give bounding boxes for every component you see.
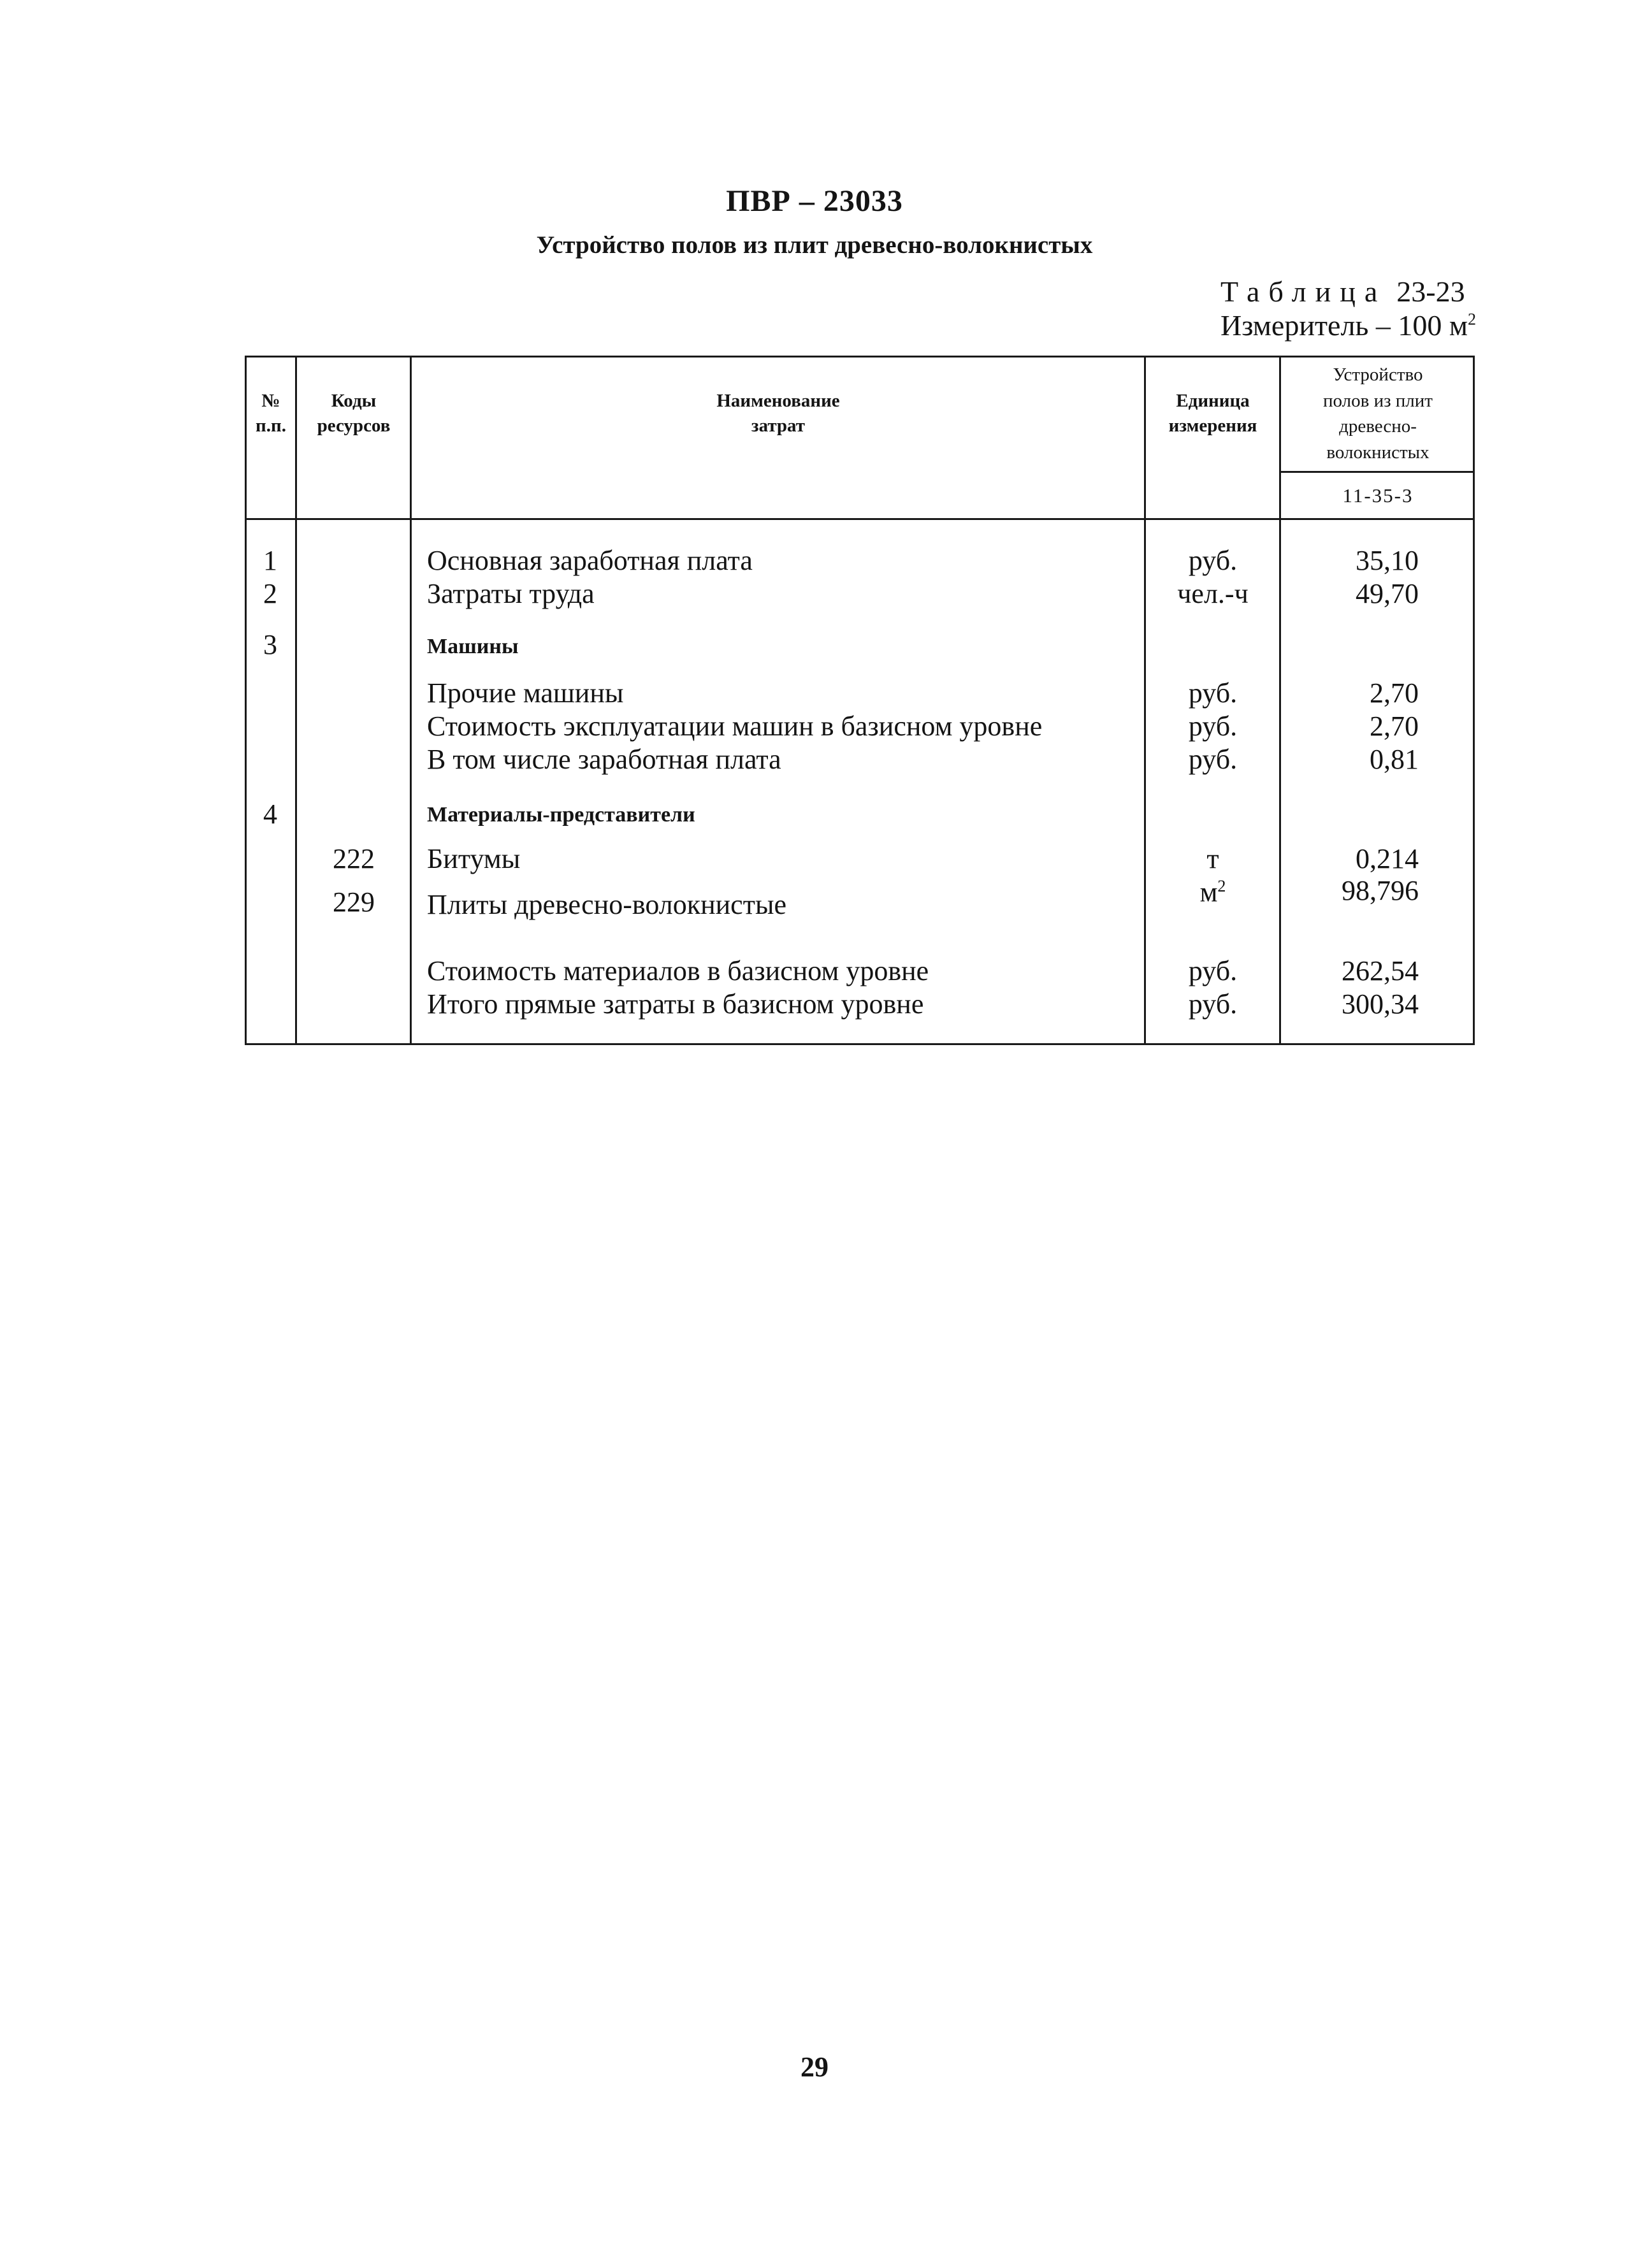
measure-line — [1220, 309, 1476, 343]
row-total-value: 300,34 — [1342, 988, 1419, 1020]
measure-label: Измеритель – 100 м — [1220, 308, 1468, 342]
header-work-line3: древесно- — [1339, 416, 1417, 437]
measure-sup: 2 — [1468, 310, 1476, 329]
row-fiberboard-unit-sup: 2 — [1217, 877, 1226, 895]
row-other-machines-value: 2,70 — [1370, 677, 1419, 709]
row-1-num: 1 — [263, 545, 277, 576]
header-name — [412, 389, 1145, 438]
row-4-num: 4 — [263, 798, 277, 830]
row-materials-cost-unit: руб. — [1188, 955, 1238, 986]
col-separator-codes — [410, 356, 412, 1045]
table-label-line — [1220, 275, 1476, 309]
header-work-line4: волокнистых — [1326, 442, 1430, 463]
row-1-value: 35,10 — [1356, 545, 1419, 576]
row-fiberboard-value: 98,796 — [1342, 875, 1419, 906]
row-machine-cost-value: 2,70 — [1370, 711, 1419, 742]
header-work-line2: полов из плит — [1323, 390, 1433, 411]
document-title: ПВР – 23033 — [726, 184, 903, 218]
col-separator-num — [295, 356, 297, 1045]
header-unit-line1: Единица — [1176, 391, 1250, 411]
row-bitumen-name: Битумы — [427, 843, 521, 874]
row-fiberboard-unit-text: м — [1199, 876, 1218, 908]
row-fiberboard-unit — [1146, 878, 1280, 907]
header-num-line1: № — [261, 391, 280, 411]
header-codes-line2: ресурсов — [317, 415, 391, 437]
row-machine-wage-unit: руб. — [1188, 744, 1238, 775]
table-label: Таблица — [1220, 275, 1387, 308]
document-subtitle: Устройство полов из плит древесно-волокнистых — [536, 231, 1093, 259]
row-3-section-title: Машины — [427, 635, 519, 658]
row-2-value: 49,70 — [1356, 578, 1419, 609]
header-work-line1: Устройство — [1333, 365, 1423, 385]
header-unit — [1146, 389, 1280, 438]
row-2-num: 2 — [263, 578, 277, 609]
row-other-machines-name: Прочие машины — [427, 677, 624, 709]
row-3-num: 3 — [263, 629, 277, 660]
row-bitumen-unit: т — [1206, 843, 1219, 874]
row-2-unit: чел.-ч — [1177, 578, 1249, 609]
row-bitumen-value: 0,214 — [1356, 843, 1419, 874]
row-materials-cost-name: Стоимость материалов в базисном уровне — [427, 955, 929, 986]
row-fiberboard-name: Плиты древесно-волокнистые — [427, 889, 787, 920]
row-bitumen-code: 222 — [333, 843, 375, 874]
header-name-line1: Наименование — [716, 391, 840, 411]
header-codes-line1: Коды — [331, 391, 377, 411]
header-codes — [297, 389, 410, 438]
header-num — [246, 389, 296, 438]
row-machine-wage-value: 0,81 — [1370, 744, 1419, 775]
row-total-unit: руб. — [1188, 988, 1238, 1020]
header-num-line2: п.п. — [256, 415, 286, 437]
row-machine-wage-name: В том числе заработная плата — [427, 744, 781, 775]
header-work-code: 11-35-3 — [1342, 484, 1414, 507]
header-name-line2: затрат — [751, 415, 806, 437]
header-work — [1281, 362, 1475, 465]
header-bottom-line — [245, 518, 1475, 520]
row-machine-cost-unit: руб. — [1188, 711, 1238, 742]
table-caption — [1220, 275, 1476, 343]
page-number: 29 — [800, 2051, 829, 2083]
row-1-unit: руб. — [1188, 545, 1238, 576]
row-other-machines-unit: руб. — [1188, 677, 1238, 709]
header-unit-line2: измерения — [1168, 415, 1257, 437]
table-number: 23-23 — [1396, 275, 1465, 308]
row-4-section-title: Материалы-представители — [427, 803, 695, 827]
row-1-name: Основная заработная плата — [427, 545, 753, 576]
row-materials-cost-value: 262,54 — [1342, 955, 1419, 986]
row-total-name: Итого прямые затраты в базисном уровне — [427, 988, 924, 1020]
row-machine-cost-name: Стоимость эксплуатации машин в базисном уровне — [427, 711, 1043, 742]
row-fiberboard-code: 229 — [333, 886, 375, 918]
row-2-name: Затраты труда — [427, 578, 595, 609]
work-subheader-line — [1279, 471, 1475, 473]
